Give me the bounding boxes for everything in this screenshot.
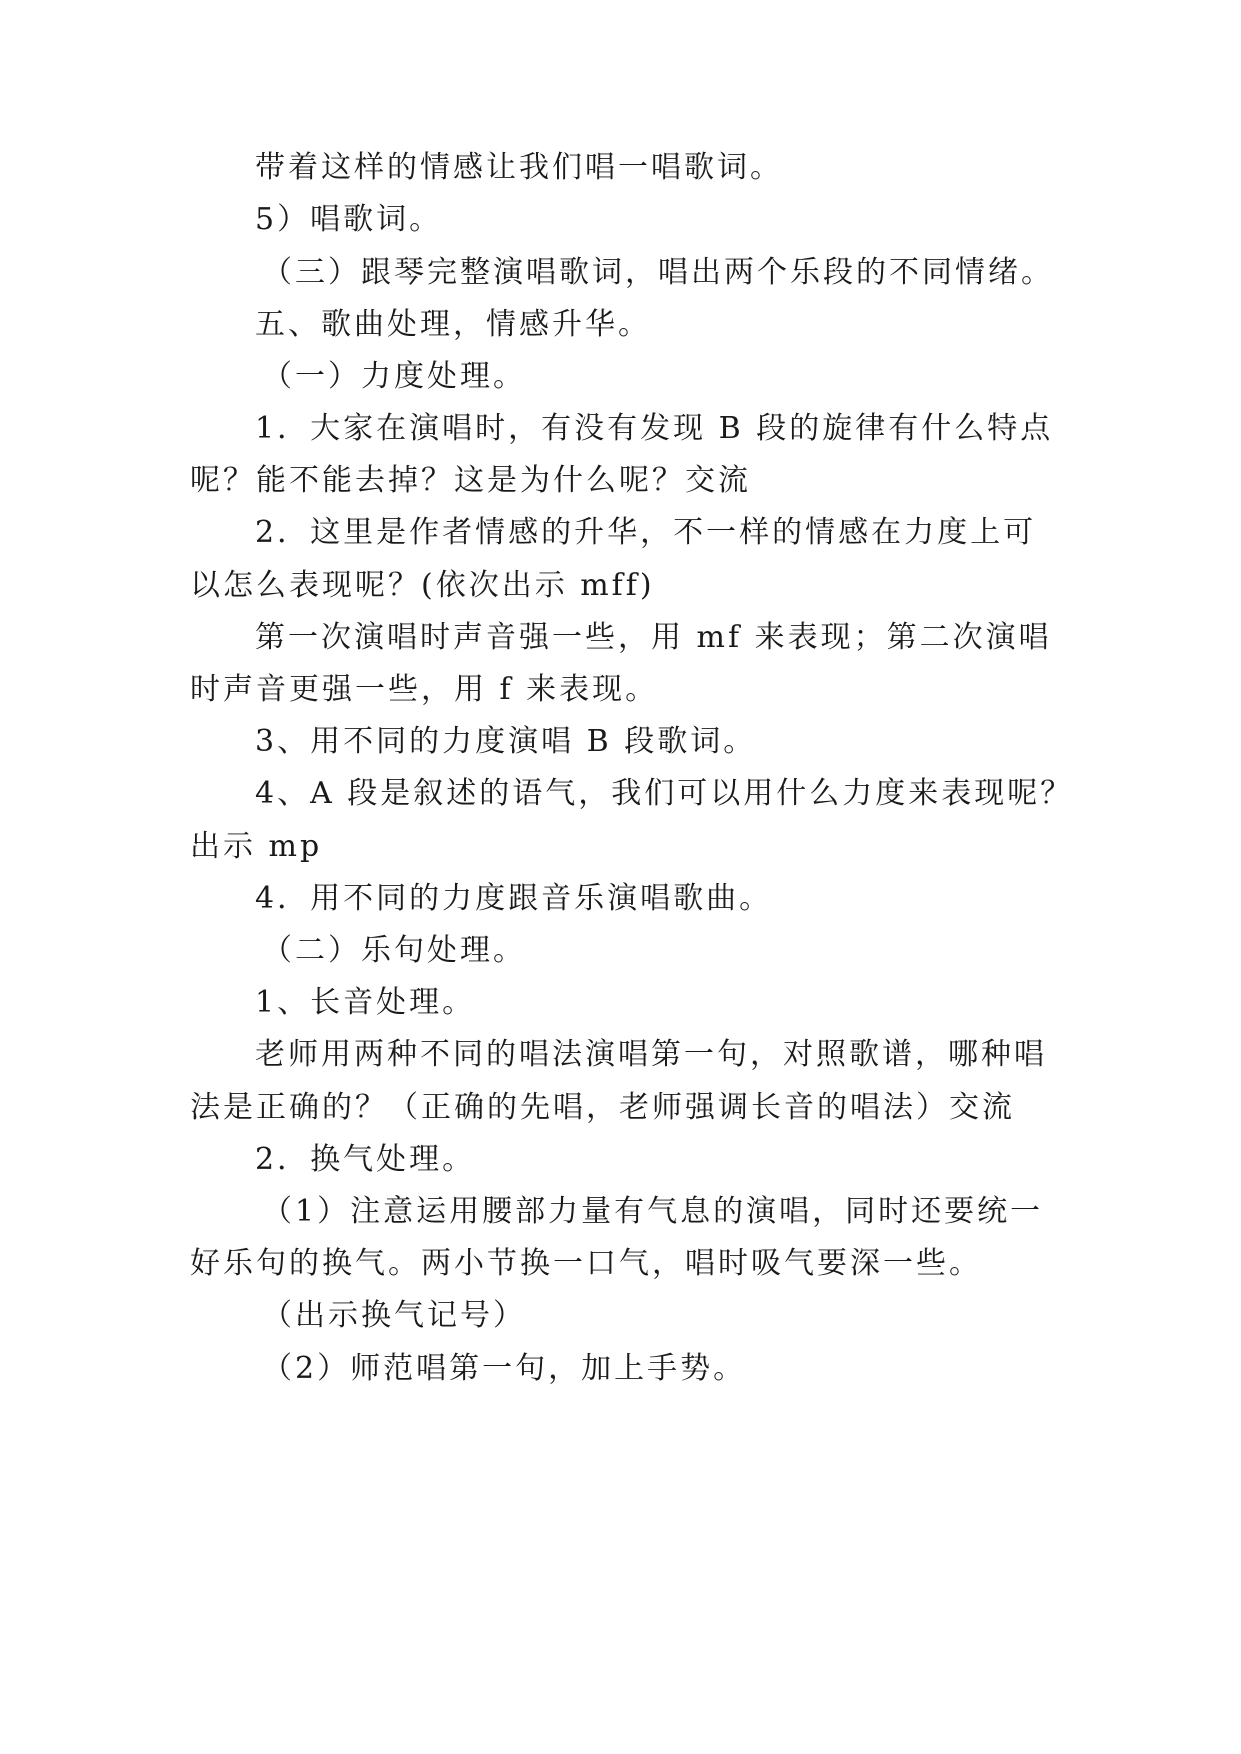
paragraph-line: （1）注意运用腰部力量有气息的演唱，同时还要统一	[262, 1194, 1044, 1229]
section-heading: （一）力度处理。	[262, 359, 526, 394]
paragraph-line: 1．大家在演唱时，有没有发现 B 段的旋律有什么特点	[255, 411, 1054, 446]
paragraph-line: （出示换气记号）	[262, 1298, 526, 1333]
paragraph-line: 以怎么表现呢？(依次出示 mff)	[190, 568, 655, 603]
paragraph-line: 3、用不同的力度演唱 B 段歌词。	[255, 724, 757, 759]
section-heading: （三）跟琴完整演唱歌词，唱出两个乐段的不同情绪。	[262, 255, 1054, 290]
paragraph-line: 好乐句的换气。两小节换一口气，唱时吸气要深一些。	[190, 1246, 982, 1281]
paragraph-line: 第一次演唱时声音强一些，用 mf 来表现；第二次演唱	[255, 620, 1052, 655]
paragraph-line: 老师用两种不同的唱法演唱第一句，对照歌谱，哪种唱	[255, 1037, 1047, 1072]
paragraph-line: 呢？能不能去掉？这是为什么呢？交流	[190, 463, 751, 498]
paragraph-line: 2．这里是作者情感的升华，不一样的情感在力度上可	[255, 515, 1037, 550]
paragraph-line: 5）唱歌词。	[255, 202, 443, 237]
paragraph-line: 1、长音处理。	[255, 985, 476, 1020]
paragraph-line: 2．换气处理。	[255, 1142, 476, 1177]
section-heading: （二）乐句处理。	[262, 933, 526, 968]
paragraph-line: 时声音更强一些，用 f 来表现。	[190, 672, 659, 707]
paragraph-line: 出示 mp	[190, 829, 323, 864]
paragraph-line: 4、A 段是叙述的语气，我们可以用什么力度来表现呢？	[255, 776, 1074, 811]
paragraph-line: （2）师范唱第一句，加上手势。	[262, 1351, 747, 1386]
paragraph-line: 法是正确的？（正确的先唱，老师强调长音的唱法）交流	[190, 1090, 1015, 1125]
paragraph-line: 4．用不同的力度跟音乐演唱歌曲。	[255, 881, 773, 916]
paragraph-line: 带着这样的情感让我们唱一唱歌词。	[255, 150, 783, 185]
section-heading: 五、歌曲处理，情感升华。	[255, 307, 651, 342]
